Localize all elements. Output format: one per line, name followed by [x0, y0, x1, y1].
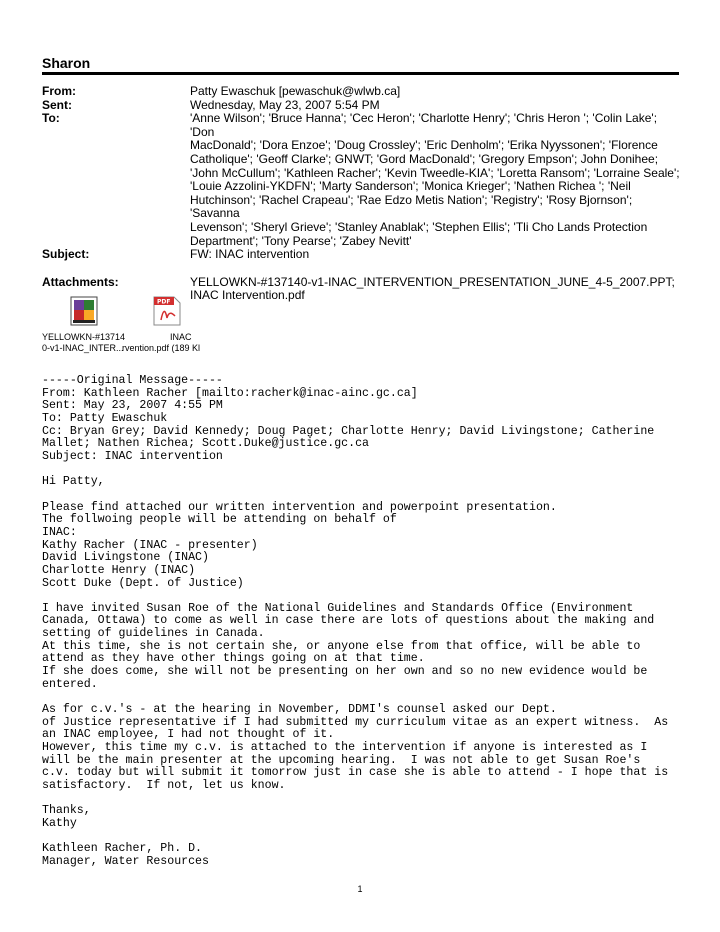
header-rule — [42, 72, 679, 75]
to-label: To: — [42, 111, 60, 126]
page-owner-name: Sharon — [42, 55, 91, 71]
attachments-value: YELLOWKN-#137140-v1-INAC_INTERVENTION_PRESENTATION_JUNE_4-5_2007.PPT; INAC Intervention.pdf — [190, 274, 675, 303]
page-number: 1 — [357, 884, 363, 894]
sent-label: Sent: — [42, 97, 72, 112]
subject-value: FW: INAC intervention — [190, 247, 310, 262]
pdf-attachment-caption-2: rvention.pdf (189 Kl — [122, 343, 201, 353]
from-value: Patty Ewaschuk [pewaschuk@wlwb.ca] — [190, 84, 401, 98]
powerpoint-file-icon[interactable] — [70, 296, 98, 326]
subject-label: Subject: — [42, 247, 90, 262]
from-label: From: — [42, 84, 76, 98]
email-body: -----Original Message----- From: Kathleen Racher [mailto:racherk@inac-ainc.gc.ca] Sent: May 23, 2007 4:55 PM To: Patty Ewaschuk Cc: Bryan Grey; David Kennedy; Doug Paget; Charlotte Henry; David Livingstone; Catherine Mallet; Nathen Richea; Scott.Duke@justice.gc.ca Subject: INAC intervention Hi Patty, Please find attached our written intervention and powerpoint presentation. The follwoing people will be attending on behalf of INAC: Kathy Racher (INAC - presenter) David Livingstone (INAC) Charlotte Henry (INAC) Scott Duke (Dept. of Justice) I have invited Susan Roe of the National Guidelines and Standards Office (Environment Canada, Ottawa) to come as well in case there are lots of questions about the making and setting of guidelines in Canada. At this time, she is not certain she, or anyone else from that office, will be able to attend as they have other things going on at that time. If she does come, she will not be presenting on her own and so no new evidence would be entered. As for c.v.'s - at the hearing in November, DDMI's counsel asked our Dept. of Justice representative if I had submitted my curriculum vitae as an expert witness. As an INAC employee, I had not thought of it. However, this time my c.v. is attached to the intervention if anyone is interested as I will be the main presenter at the upcoming hearing. I was not able to get Susan Roe's c.v. today but will submit it tomorrow just in case she is able to attend - I hope that is satisfactory. If not, let us know. Thanks, Kathy Kathleen Racher, Ph. D. Manager, Water Resources — [42, 374, 669, 868]
from-row — [42, 85, 682, 99]
subject-row — [42, 248, 682, 262]
attachments-label: Attachments: — [42, 274, 119, 289]
email-header — [42, 85, 682, 303]
pdf-attachment-caption-1: INAC — [170, 332, 192, 342]
pdf-file-icon[interactable] — [153, 296, 181, 326]
to-recipients: 'Anne Wilson'; 'Bruce Hanna'; 'Cec Heron'; 'Charlotte Henry'; 'Chris Heron '; 'Colin Lake'; 'Don MacDonald'; 'Dora Enzoe'; 'Doug Crossley'; 'Eric Denholm'; 'Erika Nyyssonen'; 'Florence Catholique'; 'Geoff Clarke'; GNWT; 'Gord MacDonald'; 'Gregory Empson'; John Donihee; 'John McCullum'; 'Kathleen Racher'; 'Kevin Tweedle-KIA'; 'Loretta Ransom'; 'Lorraine Seale'; 'Louie Azzolini-YKDFN'; 'Marty Sanderson'; 'Monica Krieger'; 'Nathen Richea '; 'Neil Hutchinson'; 'Rachel Crapeau'; 'Rae Edzo Metis Nation'; 'Registry'; 'Rosy Bjornson'; 'Savanna Levenson'; 'Sheryl Grieve'; 'Stanley Anablak'; 'Stephen Ellis'; 'Tli Cho Lands Protection Department'; 'Tony Pearse'; 'Zabey Nevitt' — [190, 111, 680, 248]
pdf-icon-label: PDF — [157, 298, 171, 306]
sent-value: Wednesday, May 23, 2007 5:54 PM — [190, 97, 380, 112]
to-row — [42, 112, 682, 248]
attachment-icons — [42, 296, 262, 356]
sent-row — [42, 99, 682, 113]
ppt-attachment-caption-1: YELLOWKN-#13714 — [42, 332, 126, 342]
ppt-attachment-caption-2: 0-v1-INAC_INTER... — [42, 343, 124, 353]
